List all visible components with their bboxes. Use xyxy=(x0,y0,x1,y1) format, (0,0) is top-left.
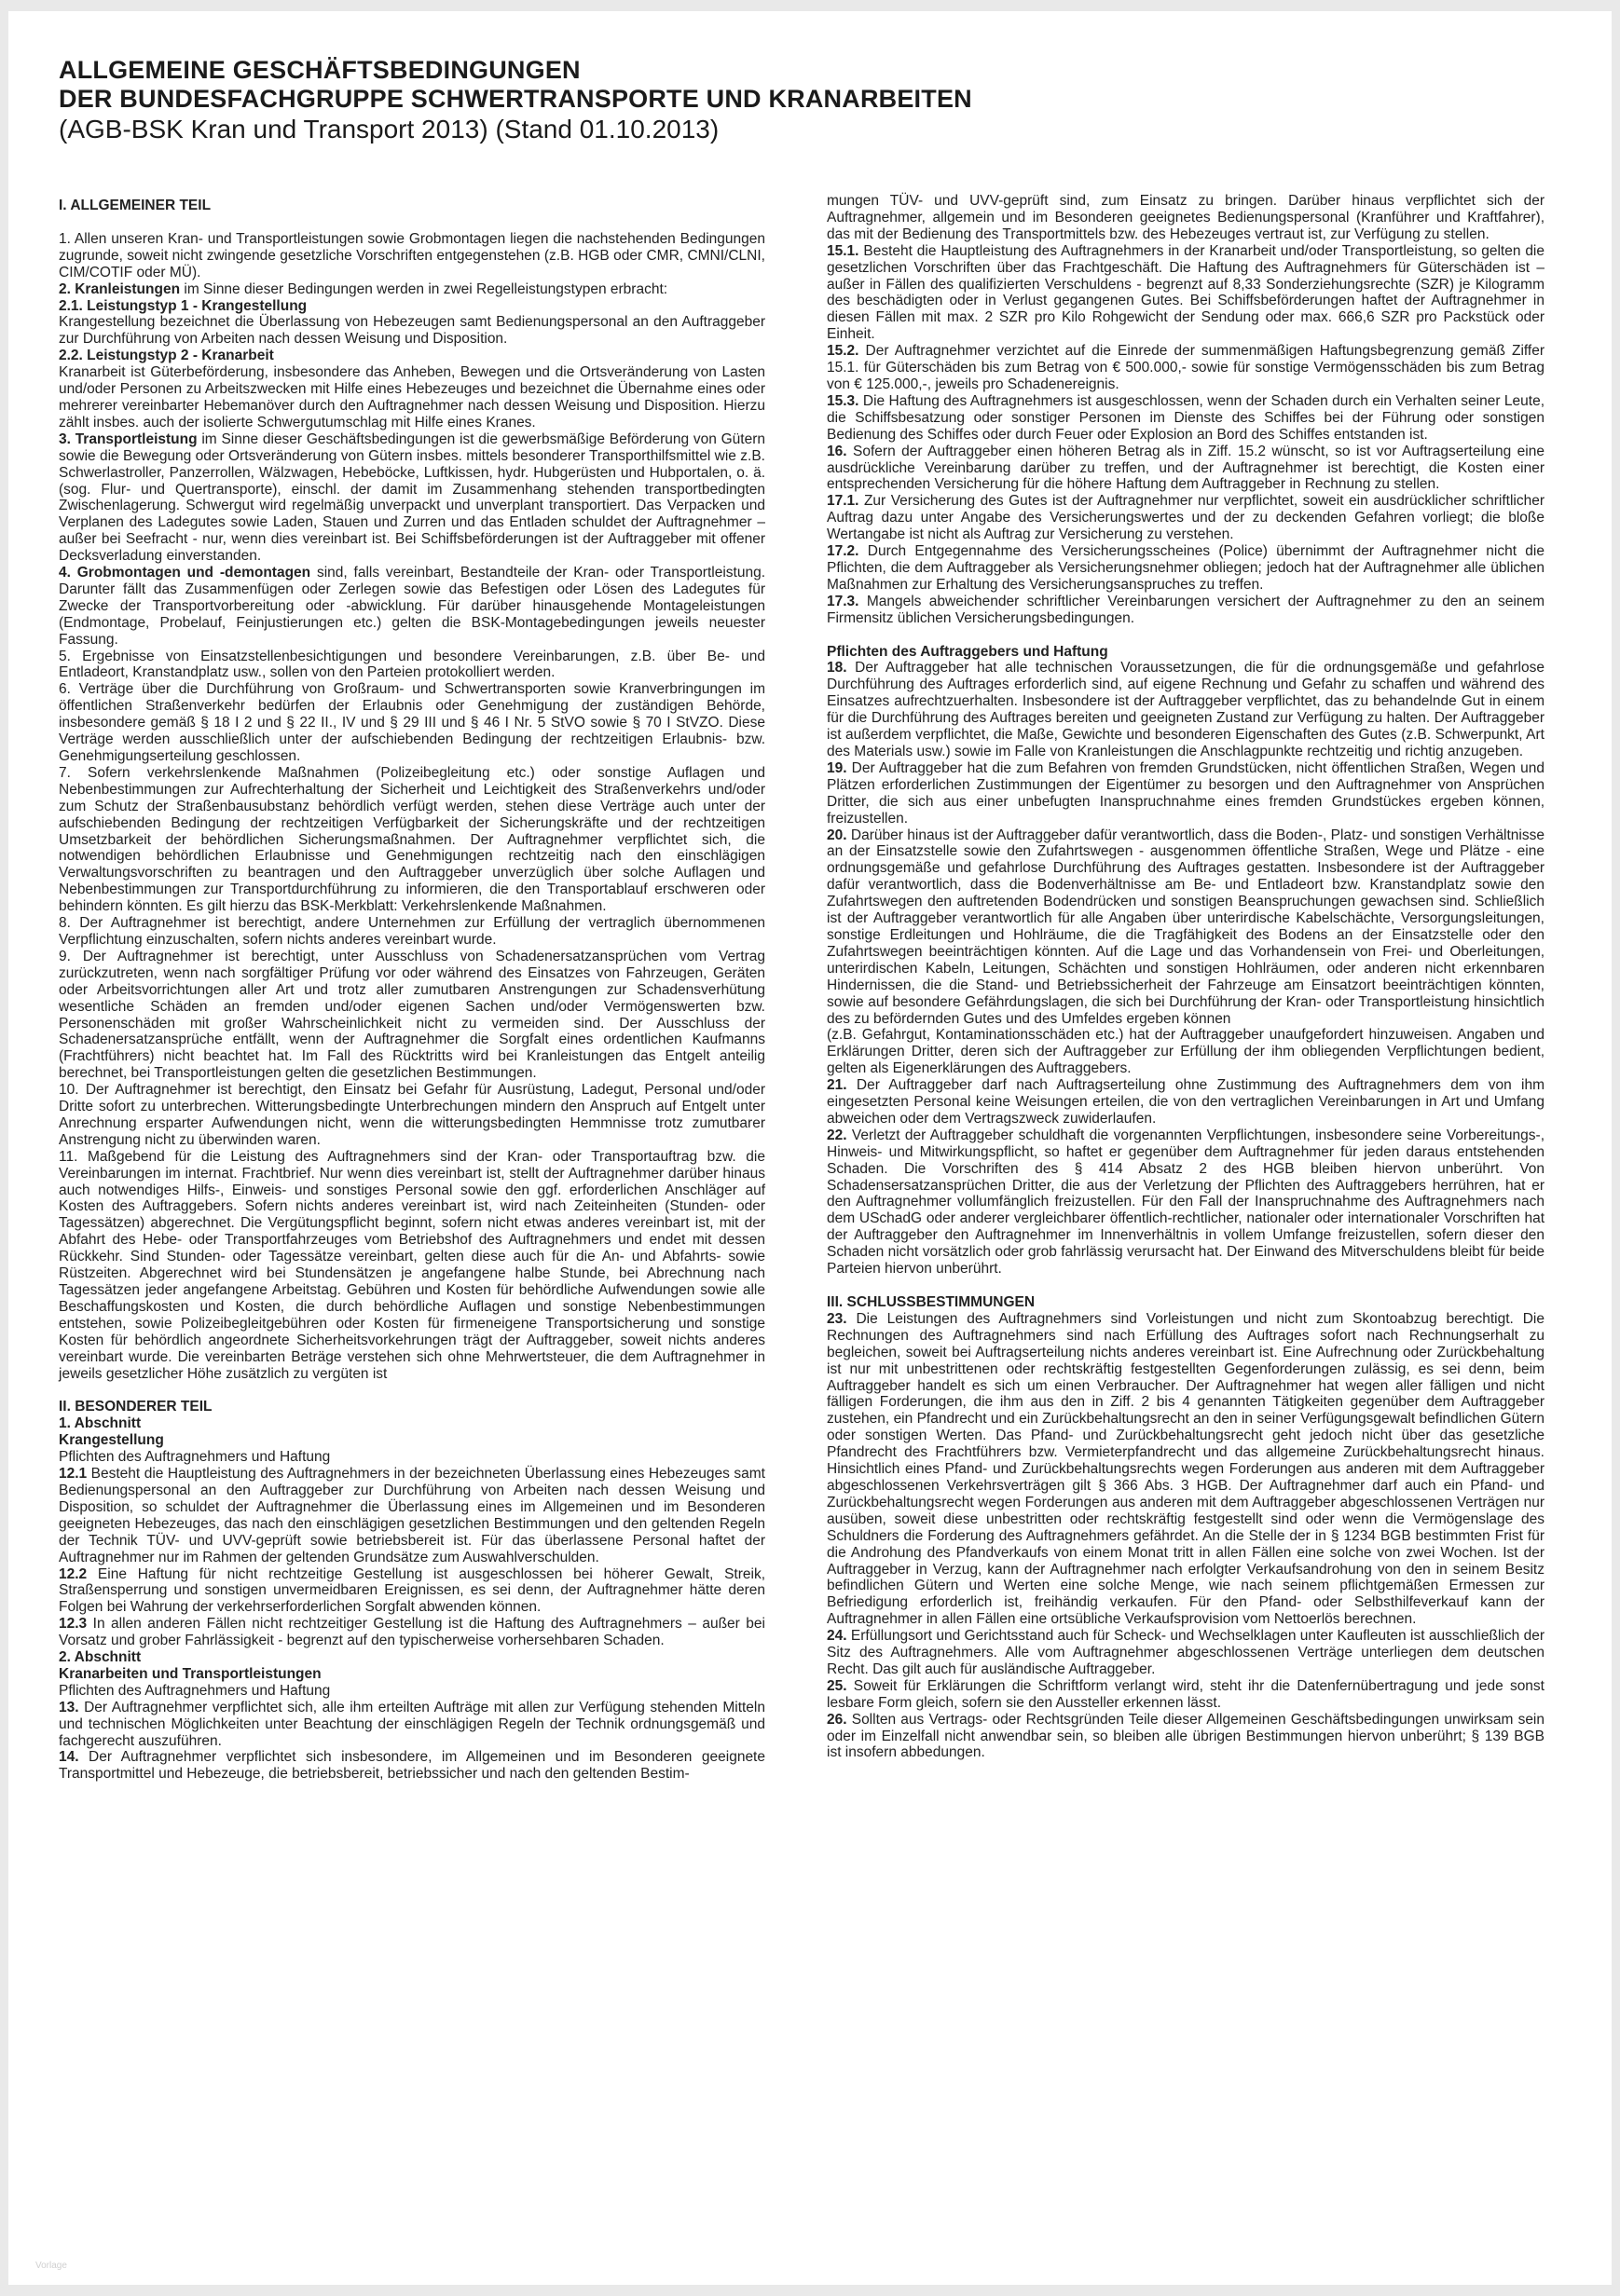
clause-12-3: 12.3 In allen anderen Fällen nicht rechtzeitiger Gestellung ist die Haftung des Auftragnehmers – außer bei Vorsatz und grober Fahrlässigkeit - begrenzt auf den typischerweise vorhersehbaren Schaden. xyxy=(59,1616,765,1649)
clause-14-continued: mungen TÜV- und UVV-geprüft sind, zum Einsatz zu bringen. Darüber hinaus verpflichtet sich der Auftragnehmer, allgemein und im Besonderen geeignetes Bedienungspersonal (Kranführer und Kraftfahrer), das mit der Bedienung des Transportmittels bzw. des Hebezeuges vertraut ist, zur Verfügung zu stellen. xyxy=(827,193,1544,242)
client-duties-heading: Pflichten des Auftraggebers und Haftung xyxy=(827,643,1108,660)
title-line-2: DER BUNDESFACHGRUPPE SCHWERTRANSPORTE UND KRANARBEITEN xyxy=(59,85,972,113)
clause-17-1: 17.1. Zur Versicherung des Gutes ist der Auftragnehmer nur verpflichtet, soweit ein ausdrücklicher schriftlicher Auftrag dazu unter Angabe des Versicherungswertes und der zu deckenden Gefahren vorliegt; die bloße Wertangabe ist nicht als Auftrag zur Versicherung zu verstehen. xyxy=(827,493,1544,543)
clause-15-3: 15.3. Die Haftung des Auftragnehmers ist ausgeschlossen, wenn der Schaden durch ein Verhalten seiner Leute, die Schiffsbesatzung oder sonstiger Personen im Dienste des Schiffes bei der Führung oder sonstigen Bedienung des Schiffes oder durch Feuer oder Explosion an Bord des Schiffes entstanden ist. xyxy=(827,392,1544,443)
clause-20: 20. Darüber hinaus ist der Auftraggeber dafür verantwortlich, dass die Boden-, Platz- und sonstigen Verhältnisse an der Einsatzstelle sowie den Zufahrtswegen - ausgenommen öffentliche Straßen, Wege und Plätze - eine ordnungsgemäße und gefahrlose Durchführung des Auftrages gestatten. Insbesondere ist der Auftraggeber dafür verantwortlich, dass die Bodenverhältnisse am Be- und Entladeort bzw. Kranstandplatz sowie den Zufahrtswegen den auftretenden Bodendrücken und sonstigen Beanspruchungen gewachsen sind. Schließlich ist der Auftraggeber verantwortlich für alle Angaben über unterirdische Kabelschächte, Versorgungsleitungen, sonstige Erdleitungen und Hohlräume, die die Tragfähigkeit des Bodens an der Einsatzstelle oder den Zufahrtswegen beeinträchtigen könnten. Auf die Lage und das Vorhandensein von Frei- und Oberleitungen, unterirdischen Kabeln, Leitungen, Schächten und sonstigen Hohlräumen, oder anderen nicht erkennbaren Hindernissen, die die Stand- und Betriebssicherheit der Fahrzeuge am Einsatzort beeinträchtigen könnten, sowie auf besondere Gefährdungslagen, die sich bei Durchführung der Kran- oder Transportleistung hinsichtlich des zu befördernden Gutes und des Umfeldes ergeben können xyxy=(827,827,1544,1027)
subsection-2-label: 2. Abschnitt xyxy=(59,1649,142,1666)
section-heading-3: III. SCHLUSSBESTIMMUNGEN xyxy=(827,1294,1036,1310)
clause-4: 4. Grobmontagen und -demontagen sind, falls vereinbart, Bestandteile der Kran- oder Transportleistung. Darunter fällt das Zusammenfügen oder Zerlegen sowie das Befestigen oder Lösen des Ladegutes für Zwecke der Transportvorbereitung oder -abwicklung. Für darüber hinausgehende Montageleistungen (Endmontage, Probelauf, Feinjustierungen etc.) gelten die BSK-Montagebedingungen jeweils neuester Fassung. xyxy=(59,565,765,648)
clause-2: 2. Kranleistungen im Sinne dieser Bedingungen werden in zwei Regelleistungstypen erbracht: xyxy=(59,280,668,297)
clause-2-1: Krangestellung bezeichnet die Überlassung von Hebezeugen samt Bedienungspersonal an den Auftraggeber zur Durchführung von Arbeiten nach dessen Weisung und Disposition. xyxy=(59,314,765,348)
clause-8: 8. Der Auftragnehmer ist berechtigt, andere Unternehmen zur Erfüllung der vertraglich übernommenen Verpflichtung einzuschalten, sofern nichts anderes vereinbart wurde. xyxy=(59,915,765,948)
section-heading-2: II. BESONDERER TEIL xyxy=(59,1399,213,1415)
watermark: Vorlage xyxy=(35,2261,67,2271)
clause-12-2: 12.2 Eine Haftung für nicht rechtzeitige Gestellung ist ausgeschlossen bei höherer Gewalt, Streik, Straßensperrung und sonstigen unvermeidbaren Ereignissen, es sei denn, der Auftragnehmer hätte deren Folgen bei Wahrung der verkehrserforderlichen Sorgfalt abwenden können. xyxy=(59,1565,765,1616)
section-heading-1: I. ALLGEMEINER TEIL xyxy=(59,198,212,213)
clause-13: 13. Der Auftragnehmer verpflichtet sich, alle ihm erteilten Aufträge mit allen zur Verfügung stehenden Mitteln und technischen Möglichkeiten unter Beachtung der einschlägigen Regeln der Technik ordnungsgemäß und fachgerecht auszuführen. xyxy=(59,1699,765,1749)
clause-26: 26. Sollten aus Vertrags- oder Rechtsgründen Teile dieser Allgemeinen Geschäftsbedingungen unwirksam sein oder im Einzelfall nicht anwendbar sein, so bleiben alle übrigen Bestimmungen hiervon unberührt; § 139 BGB ist insofern abbedungen. xyxy=(827,1711,1544,1761)
clause-14: 14. Der Auftragnehmer verpflichtet sich insbesondere, im Allgemeinen und im Besonderen geeignete Transportmittel und Hebezeuge, die betriebsbereit, betriebssicher und nach den geltenden Bestim- xyxy=(59,1749,765,1783)
subsection-1-subtitle: Pflichten des Auftragnehmers und Haftung xyxy=(59,1449,331,1466)
clause-1: 1. Allen unseren Kran- und Transportleistungen sowie Grobmontagen liegen die nachstehenden Bedingungen zugrunde, soweit nicht zwingende gesetzliche Vorschriften entgegenstehen (z.B. HGB oder CMR, CMNI/CLNI, CIM/COTIF oder MÜ). xyxy=(59,230,765,280)
clause-21: 21. Der Auftraggeber darf nach Auftragserteilung ohne Zustimmung des Auftragnehmers dem von ihm eingesetzten Personal keine Weisungen erteilen, die von den vertraglichen Vereinbarungen in Art und Umfang abweichen oder dem Vertragszweck zuwiderlaufen. xyxy=(827,1077,1544,1127)
title-line-3: (AGB-BSK Kran und Transport 2013) (Stand 01.10.2013) xyxy=(59,115,720,144)
subsection-2-title: Kranarbeiten und Transportleistungen xyxy=(59,1665,322,1682)
clause-25: 25. Soweit für Erklärungen die Schriftform verlangt wird, steht ihr die Datenfernübertragung und jede sonst lesbare Form gleich, sofern sie den Aussteller erkennen lässt. xyxy=(827,1677,1544,1711)
subsection-1-label: 1. Abschnitt xyxy=(59,1415,142,1432)
clause-16: 16. Sofern der Auftraggeber einen höheren Betrag als in Ziff. 15.2 wünscht, so ist vor Auftragserteilung eine ausdrückliche Vereinbarung darüber zu treffen, und der Auftragnehmer ist berechtigt, die Kosten einer entsprechenden Versicherung für die höhere Haftung dem Auftraggeber in Rechnung zu stellen. xyxy=(827,443,1544,493)
left-column xyxy=(59,198,765,1783)
clause-17-2: 17.2. Durch Entgegennahme des Versicherungsscheines (Police) übernimmt der Auftragnehmer nicht die Pflichten, die dem Auftraggeber als Versicherungsnehmer obliegen; jedoch hat der Auftragnehmer alle üblichen Maßnahmen zur Erhaltung des Versicherungsanspruches zu treffen. xyxy=(827,543,1544,593)
clause-22: 22. Verletzt der Auftraggeber schuldhaft die vorgenannten Verpflichtungen, insbesondere seine Vorbereitungs-, Hinweis- und Mitwirkungspflicht, so haftet er gegenüber dem Auftragnehmer für jeden daraus entstehenden Schaden. Die Vorschriften des § 414 Absatz 2 des HGB bleiben hiervon unberührt. Von Schadensersatzansprüchen Dritter, die aus der Verletzung der Pflichten des Auftraggebers herrühren, hat er den Auftragnehmer vollumfänglich freizustellen. Für den Fall der Inanspruchnahme des Auftragnehmers nach dem USchadG oder anderer vergleichbarer öffentlich-rechtlicher, nationaler oder internationaler Vorschriften hat der Auftraggeber den Auftragnehmer im Innenverhältnis in vollem Umfange freizustellen, sofern dieser den Schaden nicht vorsätzlich oder grob fahrlässig verursacht hat. Der Einwand des Mitverschuldens bleibt für beide Parteien hiervon unberührt. xyxy=(827,1127,1544,1278)
clause-12-1: 12.1 Besteht die Hauptleistung des Auftragnehmers in der bezeichneten Überlassung eines Hebezeuges samt Bedienungspersonal an den Auftraggeber zur Durchführung von Arbeiten nach dessen Weisung und Disposition, so schuldet der Auftragnehmer die Überlassung eines im Allgemeinen und im Besonderen geeigneten Hebezeuges, das nach den einschlägigen gesetzlichen Bestimmungen und den geltenden Regeln der Technik TÜV- und UVV-geprüft sowie betriebsbereit ist. Für das überlassene Personal haftet der Auftragnehmer nur im Rahmen der geltenden Grundsätze zum Auswahlverschulden. xyxy=(59,1466,765,1565)
clause-23: 23. Die Leistungen des Auftragnehmers sind Vorleistungen und nicht zum Skontoabzug berechtigt. Die Rechnungen des Auftragnehmers sind nach Erfüllung des Auftrages sofort nach Rechnungserhalt zu begleichen, soweit bei Auftragserteilung nichts anderes vereinbart ist. Eine Aufrechnung oder Zurückbehaltung ist nur mit unbestrittenen oder rechtskräftig festgestellten Gegenforderungen zulässig, es sei denn, beim Auftraggeber handelt es sich um einen Verbraucher. Der Auftragnehmer hat wegen aller fälligen und nicht fälligen Forderungen, die ihm aus den in Ziff. 2 bis 4 genannten Tätigkeiten gegenüber dem Auftraggeber zustehen, ein Pfandrecht und ein Zurückbehaltungsrecht an den in seiner Verfügungsgewalt befindlichen Gütern oder sonstigen Werten. Das Pfand- und Zurückbehaltungsrecht geht jedoch nicht über das gesetzliche Pfandrecht des Frachtführers bzw. Vermieterpfandrecht und das allgemeine Zurückbehaltungsrecht hinaus. Hinsichtlich eines Pfand- und Zurückbehaltungsrechts wegen Forderungen aus anderen mit dem Auftraggeber abgeschlossenen Verkehrsverträgen gilt § 366 Abs. 3 HGB. Der Auftragnehmer darf auch ein Pfand- und Zurückbehaltungsrecht wegen Forderungen aus anderen mit dem Auftraggeber abgeschlossenen Verträgen nur ausüben, soweit diese unbestritten oder rechtskräftig festgestellt sind oder wenn die Vermögenslage des Schuldners die Forderung des Auftragnehmers gefährdet. An die Stelle der in § 1234 BGB bestimmten Frist für die Androhung des Pfandverkaufs von einem Monat tritt in allen Fällen eine solche von zwei Wochen. Ist der Auftraggeber in Verzug, kann der Auftragnehmer nach erfolgter Verkaufsandrohung von den in seinem Besitz befindlichen Gütern und Werten eine solche Menge, wie nach seinem pflichtgemäßen Ermessen zur Befriedigung erforderlich ist, freihändig verkaufen. Für den Pfand- oder Selbsthilfeverkauf kann der Auftragnehmer in allen Fällen eine ortsübliche Verkaufsprovision vom Nettoerlös berechnen. xyxy=(827,1310,1544,1628)
clause-17-3: 17.3. Mangels abweichender schriftlicher Vereinbarungen versichert der Auftragnehmer zu den an seinem Firmensitz üblichen Versicherungsbedingungen. xyxy=(827,593,1544,626)
subsection-1-title: Krangestellung xyxy=(59,1432,164,1449)
clause-2-1-heading: 2.1. Leistungstyp 1 - Krangestellung xyxy=(59,297,308,314)
title-line-1: ALLGEMEINE GESCHÄFTSBEDINGUNGEN xyxy=(59,56,581,84)
clause-2-2-heading: 2.2. Leistungstyp 2 - Kranarbeit xyxy=(59,348,274,364)
clause-15-1: 15.1. Besteht die Hauptleistung des Auftragnehmers in der Kranarbeit und/oder Transportleistung, so gelten die gesetzlichen Vorschriften über das Frachtgeschäft. Die Haftung des Auftragnehmers für Güterschäden ist – außer in Fällen des qualifizierten Verschuldens - begrenzt auf 8,33 Sonderziehungsrechte (SZR) je Kilogramm des beschädigten oder in Verlust gegangenen Gutes. Bei Schiffsbeförderungen haftet der Auftragnehmer in diesen Fällen mit max. 2 SZR pro Kilo Rohgewicht der Sendung oder max. 666,6 SZR pro Packstück oder Einheit. xyxy=(827,242,1544,343)
clause-11: 11. Maßgebend für die Leistung des Auftragnehmers sind der Kran- oder Transportauftrag bzw. die Vereinbarungen im internat. Frachtbrief. Nur wenn dies vereinbart ist, stellt der Auftragnehmer darüber hinaus auch notwendiges Hilfs-, Einweis- und sonstiges Personal sowie den ggf. erforderlichen Anschläger auf Kosten des Auftraggebers. Sofern nichts anderes vereinbart ist, wird nach Zeiteinheiten (Stunden- oder Tagessätzen) abgerechnet. Die Vergütungspflicht beginnt, sofern nicht etwas anderes vereinbart ist, mit der Abfahrt des Hebe- oder Transportfahrzeuges vom Betriebshof des Auftragnehmers und endet mit dessen Rückkehr. Sind Stunden- oder Tagessätze vereinbart, gelten diese auch für die An- und Abfahrts- sowie Rüstzeiten. Abgerechnet wird bei Stundensätzen je angefangene halbe Stunde, bei Abrechnung nach Tagessätzen jeder angefangene Arbeitstag. Gebühren und Kosten für behördliche Aufwendungen sowie alle Beschaffungskosten und Kosten, die durch behördliche Auflagen und sonstige Nebenbestimmungen entstehen, sowie Polizeibegleitgebühren oder Kosten für firmeneigene Transportsicherung und sonstige Kosten für behördlich angeordnete Sicherheitsvorkehrungen trägt der Auftraggeber, soweit nichts anderes vereinbart wurde. Die vereinbarten Beträge verstehen sich ohne Mehrwertsteuer, die dem Auftragnehmer in jeweils gesetzlicher Höhe zusätzlich zu vergüten ist xyxy=(59,1148,765,1382)
clause-20-continued: (z.B. Gefahrgut, Kontaminationsschäden etc.) hat der Auftraggeber unaufgefordert hinzuweisen. Angaben und Erklärungen Dritter, deren sich der Auftraggeber zur Erfüllung der ihm obliegenden Verpflichtungen bedient, gelten als Eigenerklärungen des Auftraggebers. xyxy=(827,1027,1544,1077)
right-column xyxy=(827,193,1544,1761)
clause-7: 7. Sofern verkehrslenkende Maßnahmen (Polizeibegleitung etc.) oder sonstige Auflagen und Nebenbestimmungen zur Aufrechterhaltung der Sicherheit und Leichtigkeit des Straßenverkehrs und/oder zum Schutz der Straßenbausubstanz behördlich verfügt werden, stehen diese Verträge auch unter der aufschiebenden Bedingung der rechtzeitigen Verfügbarkeit der Sicherungskräfte und der rechtzeitigen Umsetzbarkeit der behördlichen Sicherungsmaßnahmen. Der Auftragnehmer verpflichtet sich, die notwendigen behördlichen Erlaubnisse und Genehmigungen rechtzeitig nach den einschlägigen Verwaltungsvorschriften zu beantragen und den Auftraggeber unverzüglich über solche Auflagen und Nebenbestimmungen zur Transportdurchführung zu informieren, die den Transportablauf erschweren oder behindern könnten. Es gilt hierzu das BSK-Merkblatt: Verkehrslenkende Maßnahmen. xyxy=(59,764,765,915)
clause-5: 5. Ergebnisse von Einsatzstellenbesichtigungen und besondere Vereinbarungen, z.B. über Be- und Entladeort, Kranstandplatz usw., sollen von den Parteien protokolliert werden. xyxy=(59,648,765,681)
document-header xyxy=(59,56,1550,145)
clause-6: 6. Verträge über die Durchführung von Großraum- und Schwertransporten sowie Kranverbringungen im öffentlichen Straßenverkehr bedürfen der Erlaubnis oder Genehmigung der zuständigen Behörde, insbesondere gemäß § 18 I 2 und § 22 II., IV und § 29 III und § 46 I Nr. 5 StVO sowie § 70 I StVZO. Diese Verträge werden ausschließlich unter der aufschiebenden Bedingung der rechtzeitigen Erlaubnis- bzw. Genehmigungserteilung geschlossen. xyxy=(59,681,765,764)
clause-15-2: 15.2. Der Auftragnehmer verzichtet auf die Einrede der summenmäßigen Haftungsbegrenzung gemäß Ziffer 15.1. für Güterschäden bis zum Betrag von € 500.000,- sowie für sonstige Vermögensschäden bis zum Betrag von € 125.000,-, jeweils pro Schadenereignis. xyxy=(827,343,1544,392)
clause-18: 18. Der Auftraggeber hat alle technischen Voraussetzungen, die für die ordnungsgemäße und gefahrlose Durchführung des Auftrages erforderlich sind, auf eigene Rechnung und Gefahr zu schaffen und während des Einsatzes aufrechtzuerhalten. Insbesondere ist der Auftraggeber verpflichtet, das zu behandelnde Gut in einem für die Durchführung des Auftrages bereiten und geeigneten Zustand zur Verfügung zu halten. Der Auftraggeber ist außerdem verpflichtet, die Maße, Gewichte und besonderen Eigenschaften des Gutes (z.B. Schwerpunkt, Art des Materials usw.) sowie im Falle von Kranleistungen die Anschlagpunkte rechtzeitig und richtig anzugeben. xyxy=(827,660,1544,759)
clause-9: 9. Der Auftragnehmer ist berechtigt, unter Ausschluss von Schadenersatzansprüchen vom Vertrag zurückzutreten, wenn nach sorgfältiger Prüfung vor oder während des Einsatzes von Fahrzeugen, Geräten oder Arbeitsvorrichtungen aller Art und trotz aller zumutbaren Anstrengungen zur Schadensverhütung wesentliche Schäden an fremden und/oder eigenen Sachen und/oder Vermögenswerten bzw. Personenschäden mit großer Wahrscheinlichkeit nicht zu vermeiden sind. Der Ausschluss der Schadenersatzansprüche entfällt, wenn der Auftragnehmer die Sorgfalt eines ordentlichen Kaufmanns (Frachtführers) nicht beachtet hat. Im Fall des Rücktritts wird bei Kranleistungen das Entgelt anteilig berechnet, bei Transportleistungen gelten die gesetzlichen Bestimmungen. xyxy=(59,948,765,1082)
clause-24: 24. Erfüllungsort und Gerichtsstand auch für Scheck- und Wechselklagen unter Kaufleuten ist ausschließlich der Sitz des Auftragnehmers. Alle vom Auftragnehmer abgeschlossenen Verträge unterliegen dem deutschen Recht. Das gilt auch für ausländische Auftraggeber. xyxy=(827,1628,1544,1677)
clause-19: 19. Der Auftraggeber hat die zum Befahren von fremden Grundstücken, nicht öffentlichen Straßen, Wegen und Plätzen erforderlichen Zustimmungen der Eigentümer zu besorgen und den Auftragnehmer von Ansprüchen Dritter, die sich aus einer unbefugten Inanspruchnahme eines fremden Grundstückes ergeben können, freizustellen. xyxy=(827,759,1544,827)
clause-10: 10. Der Auftragnehmer ist berechtigt, den Einsatz bei Gefahr für Ausrüstung, Ladegut, Personal und/oder Dritte sofort zu unterbrechen. Witterungsbedingte Unterbrechungen mindern den Anspruch auf Entgelt unter Anrechnung ersparter Aufwendungen nicht, wenn die witterungsbedingten Hemmnisse trotz zumutbarer Anstrengung nicht zu überwinden waren. xyxy=(59,1082,765,1148)
document-page xyxy=(8,11,1612,2285)
clause-2-2: Kranarbeit ist Güterbeförderung, insbesondere das Anheben, Bewegen und die Ortsveränderung von Lasten und/oder Personen zu Arbeitszwecken mit Hilfe eines Hebezeuges und bezeichnet die Übernahme eines oder mehrerer vereinbarter Hebemanöver durch den Auftragnehmer nach dessen Weisung und Disposition. Hierzu zählt insbes. auch der isolierte Schwergutumschlag mit Hilfe eines Kranes. xyxy=(59,364,765,430)
clause-3: 3. Transportleistung im Sinne dieser Geschäftsbedingungen ist die gewerbsmäßige Beförderung von Gütern sowie die Bewegung oder Ortsveränderung von Gütern insbes. mittels besonderer Transporthilfsmittel wie z.B. Schwerlastroller, Panzerrollen, Wälzwagen, Hebeböcke, Luftkissen, hydr. Hubgerüsten und Hubportalen, o. ä. (sog. Flur- und Quertransporte), einschl. der damit im Zusammenhang stehenden transportbedingten Zwischenlagerung. Schwergut wird regelmäßig unverpackt und unverplant transportiert. Das Verpacken und Verplanen des Ladegutes sowie Laden, Stauen und Zurren und das Entladen schuldet der Auftragnehmer – außer bei Seefracht - nur, wenn dies vereinbart ist. Bei Schiffsbeförderungen ist der Auftraggeber mit offener Decksverladung einverstanden. xyxy=(59,430,765,565)
subsection-2-subtitle: Pflichten des Auftragnehmers und Haftung xyxy=(59,1682,331,1699)
